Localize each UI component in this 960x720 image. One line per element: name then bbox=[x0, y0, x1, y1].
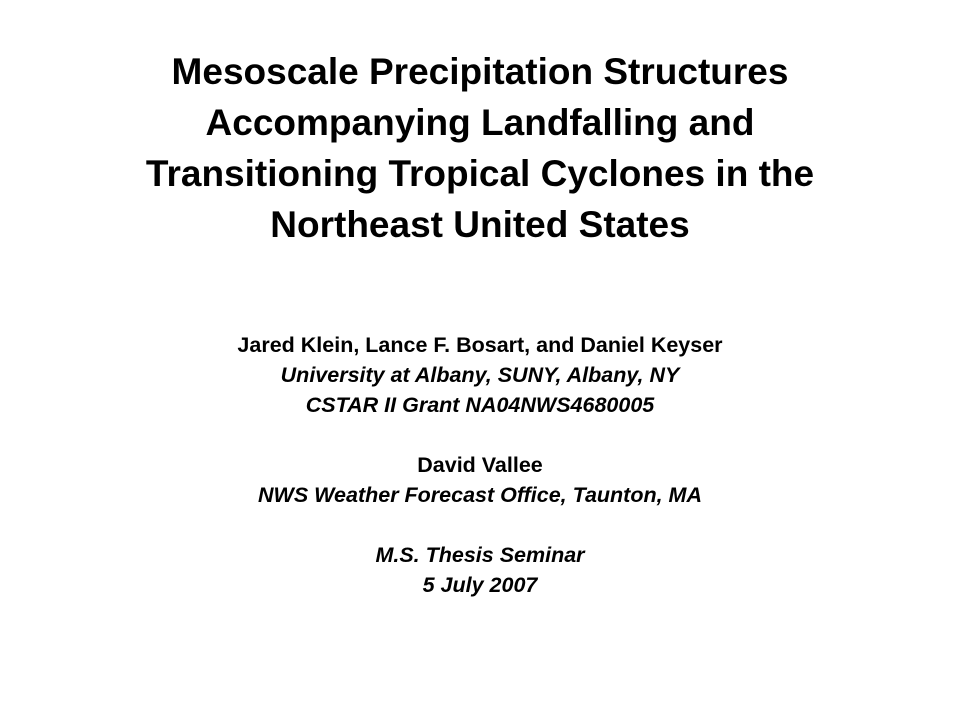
coauthor: David Vallee bbox=[417, 453, 543, 477]
slide-title bbox=[40, 46, 920, 250]
title-line-1: Mesoscale Precipitation Structures bbox=[171, 51, 789, 92]
author-block bbox=[60, 330, 900, 600]
title-line-4: Northeast United States bbox=[270, 204, 690, 245]
date: 5 July 2007 bbox=[422, 573, 538, 597]
coauthor-affiliation: NWS Weather Forecast Office, Taunton, MA bbox=[258, 483, 702, 507]
title-line-3: Transitioning Tropical Cyclones in the bbox=[145, 153, 815, 194]
event: M.S. Thesis Seminar bbox=[375, 543, 585, 567]
spacer bbox=[60, 510, 900, 540]
grant: CSTAR II Grant NA04NWS4680005 bbox=[305, 393, 655, 417]
authors: Jared Klein, Lance F. Bosart, and Daniel Keyser bbox=[237, 333, 723, 357]
affiliation: University at Albany, SUNY, Albany, NY bbox=[280, 363, 680, 387]
title-line-2: Accompanying Landfalling and bbox=[205, 102, 755, 143]
spacer bbox=[60, 420, 900, 450]
